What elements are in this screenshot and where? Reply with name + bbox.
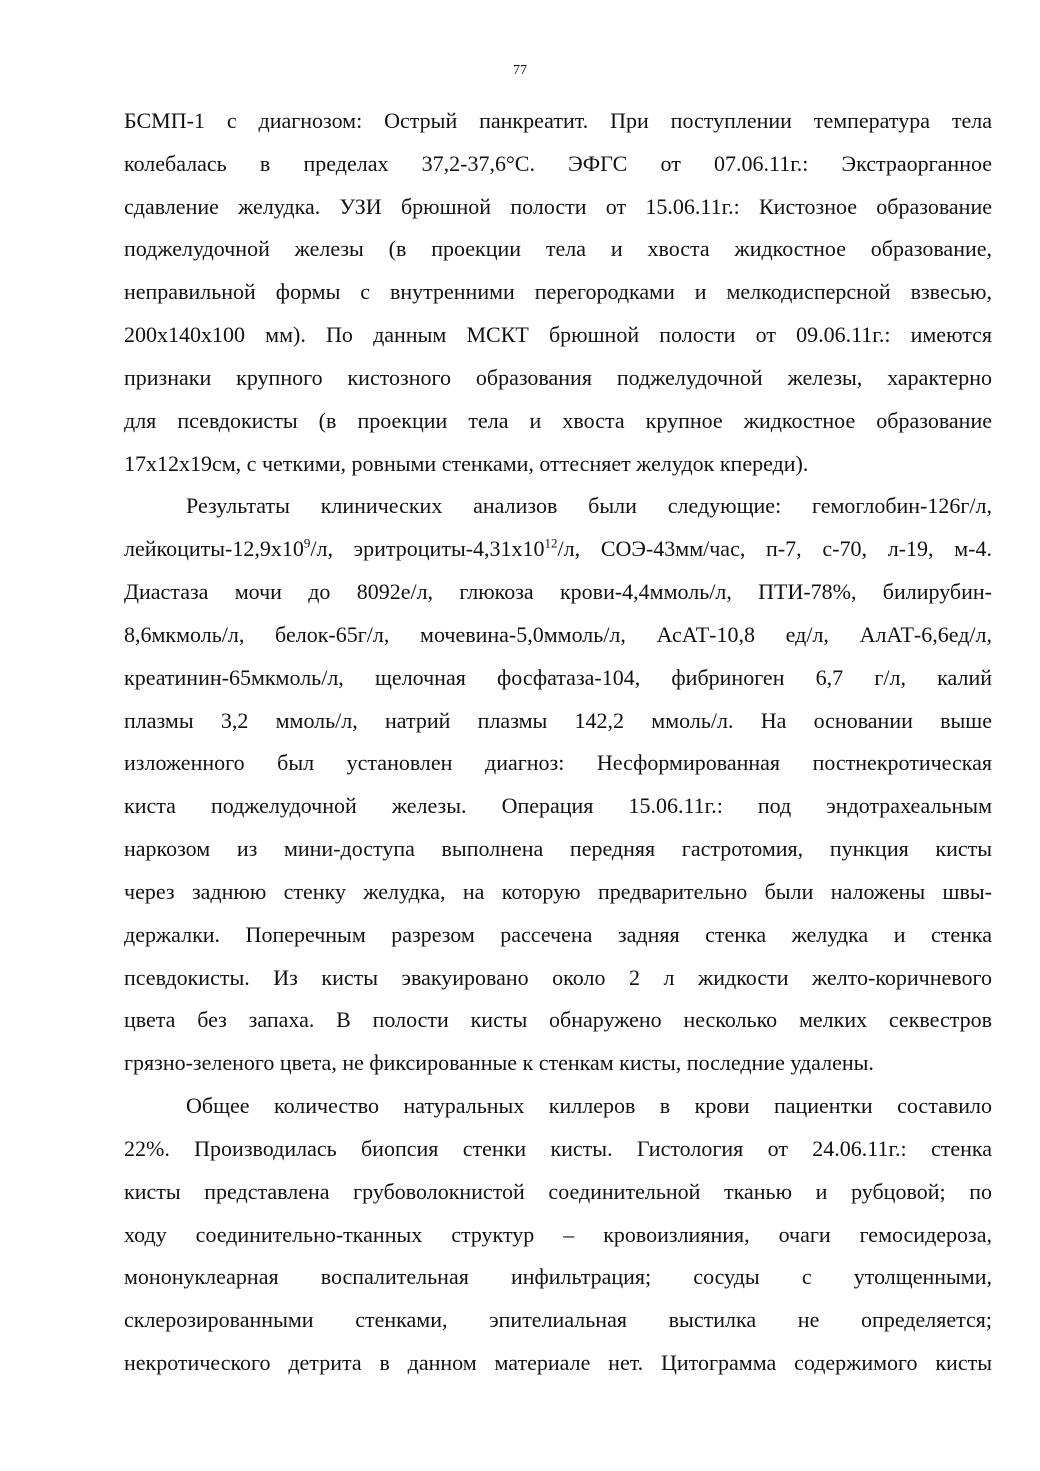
text-segment: псевдокисты. Из кисты эвакуировано около 2 л жидкости желто-коричневого bbox=[124, 964, 992, 990]
text-line bbox=[124, 528, 992, 571]
text-segment: держалки. Поперечным разрезом рассечена задняя стенка желудка и стенка bbox=[124, 921, 992, 947]
text-line bbox=[124, 999, 992, 1042]
text-line bbox=[124, 1299, 992, 1342]
text-line bbox=[124, 1085, 992, 1128]
text-line bbox=[124, 186, 992, 229]
text-segment: цвета без запаха. В полости кисты обнаружено несколько мелких секвестров bbox=[124, 1007, 992, 1033]
text-line bbox=[124, 228, 992, 271]
text-line bbox=[124, 1171, 992, 1214]
text-segment: 200х140х100 мм). По данным МСКТ брюшной полости от 09.06.11г.: имеются bbox=[124, 322, 992, 348]
text-segment: через заднюю стенку желудка, на которую предварительно были наложены швы- bbox=[124, 878, 992, 904]
text-segment: Результаты клинических анализов были следующие: гемоглобин-126г/л, bbox=[186, 493, 992, 519]
text-line bbox=[124, 443, 992, 486]
text-segment: /л, СОЭ-43мм/час, п-7, с-70, л-19, м-4. bbox=[557, 536, 992, 562]
text-line bbox=[124, 871, 992, 914]
text-segment: склерозированными стенками, эпителиальная выстилка не определяется; bbox=[124, 1307, 992, 1333]
text-segment: лейкоциты-12,9х10 bbox=[124, 536, 304, 562]
text-segment: 8,6мкмоль/л, белок-65г/л, мочевина-5,0ммоль/л, АсАТ-10,8 ед/л, АлАТ-6,6ед/л, bbox=[124, 621, 992, 647]
text-segment: Общее количество натуральных киллеров в крови пациентки составило bbox=[186, 1093, 992, 1119]
text-line bbox=[124, 1342, 992, 1385]
text-segment: БСМП-1 с диагнозом: Острый панкреатит. При поступлении температура тела bbox=[124, 108, 992, 133]
text-line bbox=[124, 614, 992, 657]
text-line bbox=[124, 100, 992, 143]
page-number: 77 bbox=[513, 63, 527, 78]
superscript: 12 bbox=[544, 535, 558, 551]
text-line bbox=[124, 1214, 992, 1257]
text-line bbox=[124, 914, 992, 957]
text-segment: колебалась в пределах 37,2-37,6°С. ЭФГС от 07.06.11г.: Экстраорганное bbox=[124, 150, 992, 176]
text-segment: плазмы 3,2 ммоль/л, натрий плазмы 142,2 ммоль/л. На основании выше bbox=[124, 707, 992, 733]
text-line bbox=[124, 357, 992, 400]
text-line bbox=[124, 1042, 992, 1085]
text-line bbox=[124, 400, 992, 443]
text-segment: наркозом из мини-доступа выполнена передняя гастротомия, пункция кисты bbox=[124, 836, 992, 862]
text-line bbox=[124, 143, 992, 186]
text-segment: кисты представлена грубоволокнистой соединительной тканью и рубцовой; по bbox=[124, 1178, 992, 1204]
text-segment: некротического детрита в данном материале нет. Цитограмма содержимого кисты bbox=[124, 1350, 992, 1376]
text-line bbox=[124, 657, 992, 700]
text-segment: для псевдокисты (в проекции тела и хвоста крупное жидкостное образование bbox=[124, 407, 992, 433]
text-segment: Диастаза мочи до 8092е/л, глюкоза крови-4,4ммоль/л, ПТИ-78%, билирубин- bbox=[124, 579, 992, 605]
text-segment: /л, эритроциты-4,31х10 bbox=[310, 536, 545, 562]
text-segment: 22%. Производилась биопсия стенки кисты. Гистология от 24.06.11г.: стенка bbox=[124, 1135, 992, 1161]
text-segment: сдавление желудка. УЗИ брюшной полости от 15.06.11г.: Кистозное образование bbox=[124, 193, 992, 219]
text-line bbox=[124, 485, 992, 528]
text-segment: киста поджелудочной железы. Операция 15.06.11г.: под эндотрахеальным bbox=[124, 793, 992, 819]
text-line bbox=[124, 314, 992, 357]
text-line bbox=[124, 271, 992, 314]
text-segment: 17х12х19см, с четкими, ровными стенками, оттесняет желудок кпереди). bbox=[124, 450, 809, 476]
text-line bbox=[124, 1256, 992, 1299]
text-line bbox=[124, 785, 992, 828]
text-segment: признаки крупного кистозного образования поджелудочной железы, характерно bbox=[124, 364, 992, 390]
text-line bbox=[124, 700, 992, 743]
text-line bbox=[124, 828, 992, 871]
text-segment: креатинин-65мкмоль/л, щелочная фосфатаза-104, фибриноген 6,7 г/л, калий bbox=[124, 664, 992, 690]
text-line bbox=[124, 571, 992, 614]
text-segment: изложенного был установлен диагноз: Несформированная постнекротическая bbox=[124, 750, 992, 776]
text-segment: неправильной формы с внутренними перегородками и мелкодисперсной взвесью, bbox=[124, 279, 992, 305]
text-segment: грязно-зеленого цвета, не фиксированные к стенкам кисты, последние удалены. bbox=[124, 1050, 874, 1076]
text-line bbox=[124, 742, 992, 785]
text-segment: поджелудочной железы (в проекции тела и хвоста жидкостное образование, bbox=[124, 236, 992, 262]
text-segment: ходу соединительно-тканных структур – кровоизлияния, очаги гемосидероза, bbox=[124, 1221, 992, 1247]
superscript: 9 bbox=[303, 535, 311, 551]
text-segment: мононуклеарная воспалительная инфильтрация; сосуды с утолщенными, bbox=[124, 1264, 992, 1290]
text-line bbox=[124, 957, 992, 1000]
document-body bbox=[124, 100, 992, 1385]
text-line bbox=[124, 1128, 992, 1171]
